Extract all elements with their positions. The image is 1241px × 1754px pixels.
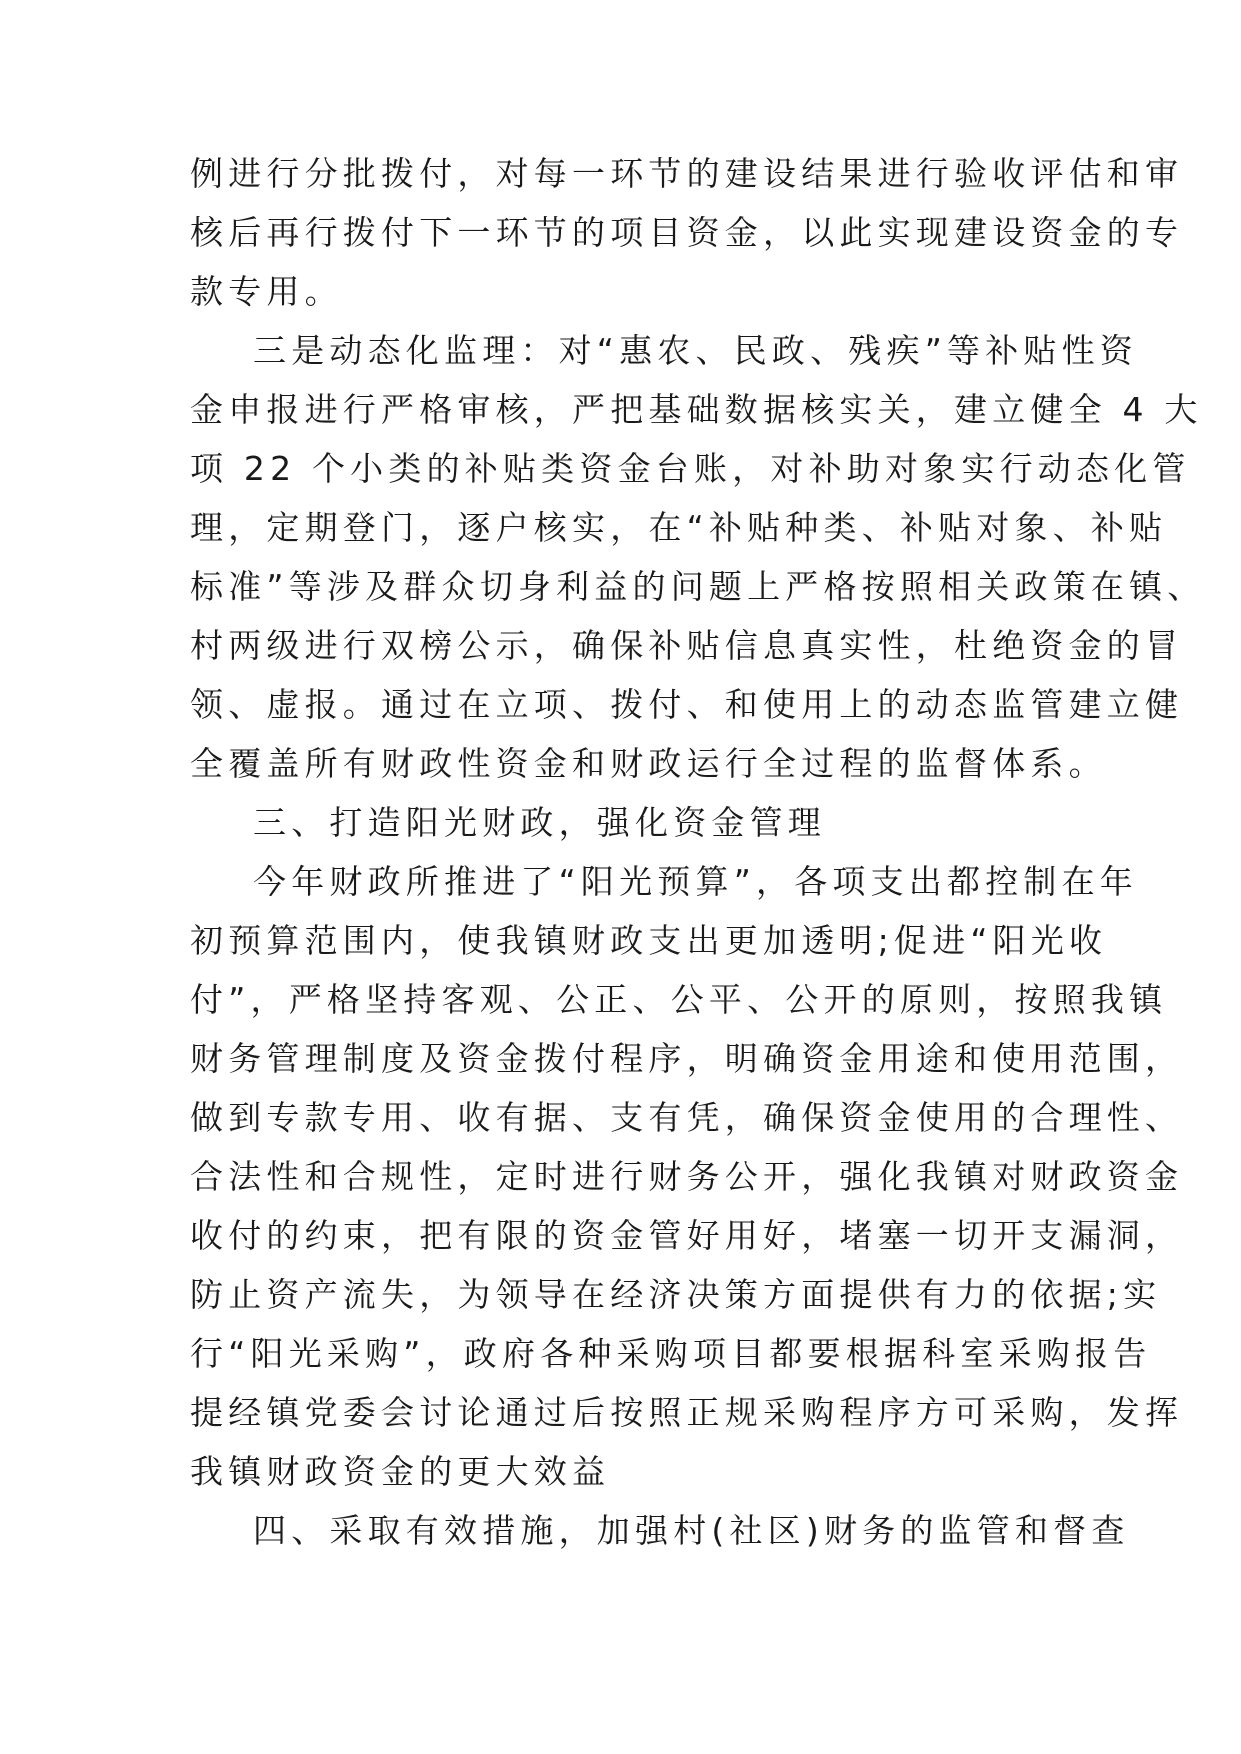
text-line: 款专用。 bbox=[190, 272, 343, 311]
text-line: 领、虚报。通过在立项、拨付、和使用上的动态监管建立健 bbox=[190, 685, 1184, 724]
text-line: 付”，严格坚持客观、公正、公平、公开的原则，按照我镇 bbox=[190, 980, 1168, 1019]
text-line: 收付的约束，把有限的资金管好用好，堵塞一切开支漏洞， bbox=[190, 1216, 1184, 1255]
text-line: 合法性和合规性，定时进行财务公开，强化我镇对财政资金 bbox=[190, 1157, 1184, 1196]
text-line: 村两级进行双榜公示，确保补贴信息真实性，杜绝资金的冒 bbox=[190, 626, 1184, 665]
text-line: 全覆盖所有财政性资金和财政运行全过程的监督体系。 bbox=[190, 744, 1107, 783]
text-line: 三是动态化监理：对“惠农、民政、残疾”等补贴性资 bbox=[253, 331, 1138, 370]
section-heading: 三、打造阳光财政，强化资金管理 bbox=[253, 803, 826, 842]
text-line: 财务管理制度及资金拨付程序，明确资金用途和使用范围， bbox=[190, 1039, 1184, 1078]
text-line: 今年财政所推进了“阳光预算”，各项支出都控制在年 bbox=[253, 862, 1138, 901]
text-line: 例进行分批拨付，对每一环节的建设结果进行验收评估和审 bbox=[190, 154, 1184, 193]
text-line: 金申报进行严格审核，严把基础数据核实关，建立健全 4 大 bbox=[190, 390, 1203, 429]
text-line: 提经镇党委会讨论通过后按照正规采购程序方可采购，发挥 bbox=[190, 1393, 1184, 1432]
text-line: 项 22 个小类的补贴类资金台账，对补助对象实行动态化管 bbox=[190, 449, 1191, 488]
text-line: 标准”等涉及群众切身利益的问题上严格按照相关政策在镇、 bbox=[190, 567, 1206, 606]
text-line: 理，定期登门，逐户核实，在“补贴种类、补贴对象、补贴 bbox=[190, 508, 1168, 547]
section-heading: 四、采取有效措施，加强村(社区)财务的监管和督查 bbox=[253, 1511, 1130, 1550]
text-line: 初预算范围内，使我镇财政支出更加透明;促进“阳光收 bbox=[190, 921, 1108, 960]
text-line: 我镇财政资金的更大效益 bbox=[190, 1452, 611, 1491]
text-line: 防止资产流失，为领导在经济决策方面提供有力的依据;实 bbox=[190, 1275, 1162, 1314]
text-line: 做到专款专用、收有据、支有凭，确保资金使用的合理性、 bbox=[190, 1098, 1184, 1137]
text-line: 核后再行拨付下一环节的项目资金，以此实现建设资金的专 bbox=[190, 213, 1184, 252]
text-line: 行“阳光采购”，政府各种采购项目都要根据科室采购报告 bbox=[190, 1334, 1152, 1373]
